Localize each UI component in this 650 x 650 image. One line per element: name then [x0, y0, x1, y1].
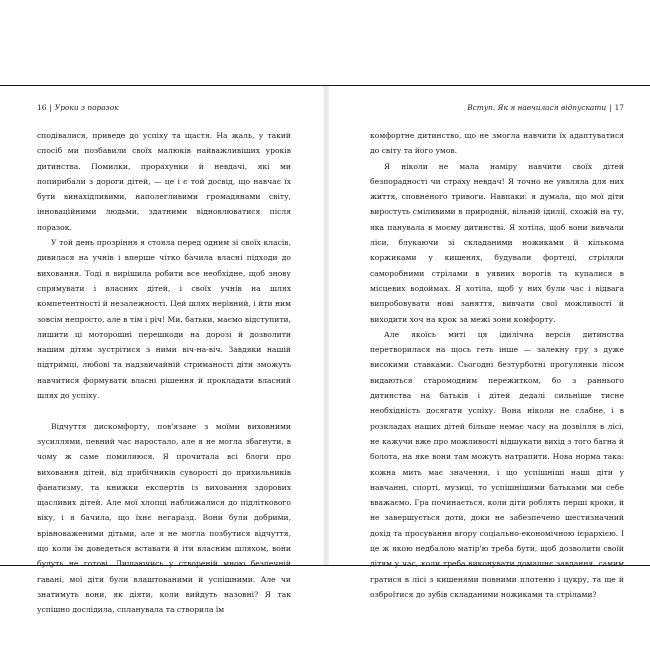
right-page-number: 17 [614, 103, 624, 112]
paragraph: комфортне дитинство, що не змогла навчити їх адаптуватися до світу та його умов. [370, 131, 624, 156]
header-separator: | [609, 103, 612, 112]
left-page-number: 16 [37, 103, 47, 112]
left-page [37, 102, 291, 618]
paragraph: сподівалися, приведе до успіху та щастя. На жаль, у такий спосіб ми позбавили своїх малюків найважливіших уроків дитинства. Помилки, прорахунки й невдачі, які ми попирибали з дороги дітей, — це і є той досвід, що навчає їх бути винахідливими, наполегливими громадянами світу, інноваційними людьми, здатними відновлюватися після поразок. [37, 131, 291, 232]
left-page-body [37, 128, 291, 618]
paragraph: Відчуття дискомфорту, пов'язане з моїми виховними зусиллями, певний час наростало, але я не могла збагнути, в чому ж саме помиляюся. Я прочитала всі блоги про виховання дітей, від прибічників суворості до прихильників фанатизму, та книжки експертів із виховання здорових щасливих дітей. Але мої хлопці наближалися до підліткового віку, і я бачила, що їхнє негаразд. Вони були добрими, врівноваженими дітьми, але я не могла позбутися відчуття, що коли їм доведеться вставати й іти власним шляхом, вони будуть не готові. Лишаючись у створеній мною безпечній гавані, мої діти були влаштованими й успішними. Але чи знатимуть вони, як діяти, коли вийдуть назовні? Я так успішно дослідила, спланувала та створила їм [37, 421, 291, 615]
header-separator: | [49, 103, 52, 112]
book-gutter [323, 86, 329, 565]
paragraph: У той день прозріння я стояла перед одним зі своїх класів, дивилася на учнів і вперше чітко бачила власні підходи до виховання. Тоді я вирішила робити все необхідне, щоб знову спрямувати і власних дітей, і своїх учнів на шлях компетентності й незалежності. Цей шлях нерівний, і йти ним зовсім непросто, але в тім і річ! Ми, батьки, маємо відступити, лишити ці моторошні перешкоди на дорозі й дозволити нашим дітям зустрітися з ними віч-на-віч. Завдяки нашій підтримці, любові та надзвичайній стриманості діти зможуть навчитися формувати власні рішення й прокладати власний шлях до успіху. [37, 238, 291, 401]
right-running-title: Вступ. Як я навчилася відпускати [467, 103, 607, 112]
right-page-body [370, 128, 624, 602]
right-page [370, 102, 624, 602]
paragraph: Але якоїсь миті ця ідилічна версія дитинства перетворилася на щось геть інше — залекну гру з дуже високими ставками. Сьогодні безтурботні прогулянки лісом видаються старомодним пережитком, бо з раннього дитинства на батьків і дітей дедалі сильніше тисне необхідність досягати успіху. Вона ніколи не слабне, і в розкладах наших дітей більше немає часу на дозвілля в лісі, не кажучи вже про можливості відшукати вихід з того багна й болота, на яке вони там можуть натрапити. Нова норма така: кожна мить має значення, і що успішніші наші діти у навчанні, спорті, музиці, то успішнішими батьками ми себе вважаємо. Гра починається, коли діти роблять перші кроки, й не завершується доти, доки не забезпечено шестизначний дохід та просування вгору соціально-економічною ієрархією. І це ж якою недбалою матір'ю треба бути, щоб дозволити своїй дітям у час, коли треба виконувати домашнє завдання, самим гратися в лісі з кишенями повними плотеню і цукру, та ще й озброїтися до зубів складаними ножиками та стрілами? [370, 329, 624, 599]
right-running-header [370, 102, 624, 114]
section-break [37, 403, 291, 418]
paragraph: Я ніколи не мала наміру навчити своїх дітей безпорадності чи страху невдач! Я точно не уявляла для них життя, сповненого тривоги. Навпаки: я думала, що мої діти виростуть сміливими в природній, вільній ідилії, схожій на ту, яка панувала в моєму дитинстві. Я хотіла, щоб вони вивчали ліси, блукаючи зі складаними ножиками й кількома коржиками у кишенях, будували фортеці, стріляли саморобними стрілами в уявних ворогів та купалися в місцевих водоймах. Я хотіла, щоб у них були час і відвага випробовувати нові заняття, вивчати свої можливості й виходити хоч на крок за межі зони комфорту. [370, 161, 624, 324]
left-running-title: Уроки з поразок [54, 103, 119, 112]
left-running-header [37, 102, 291, 114]
